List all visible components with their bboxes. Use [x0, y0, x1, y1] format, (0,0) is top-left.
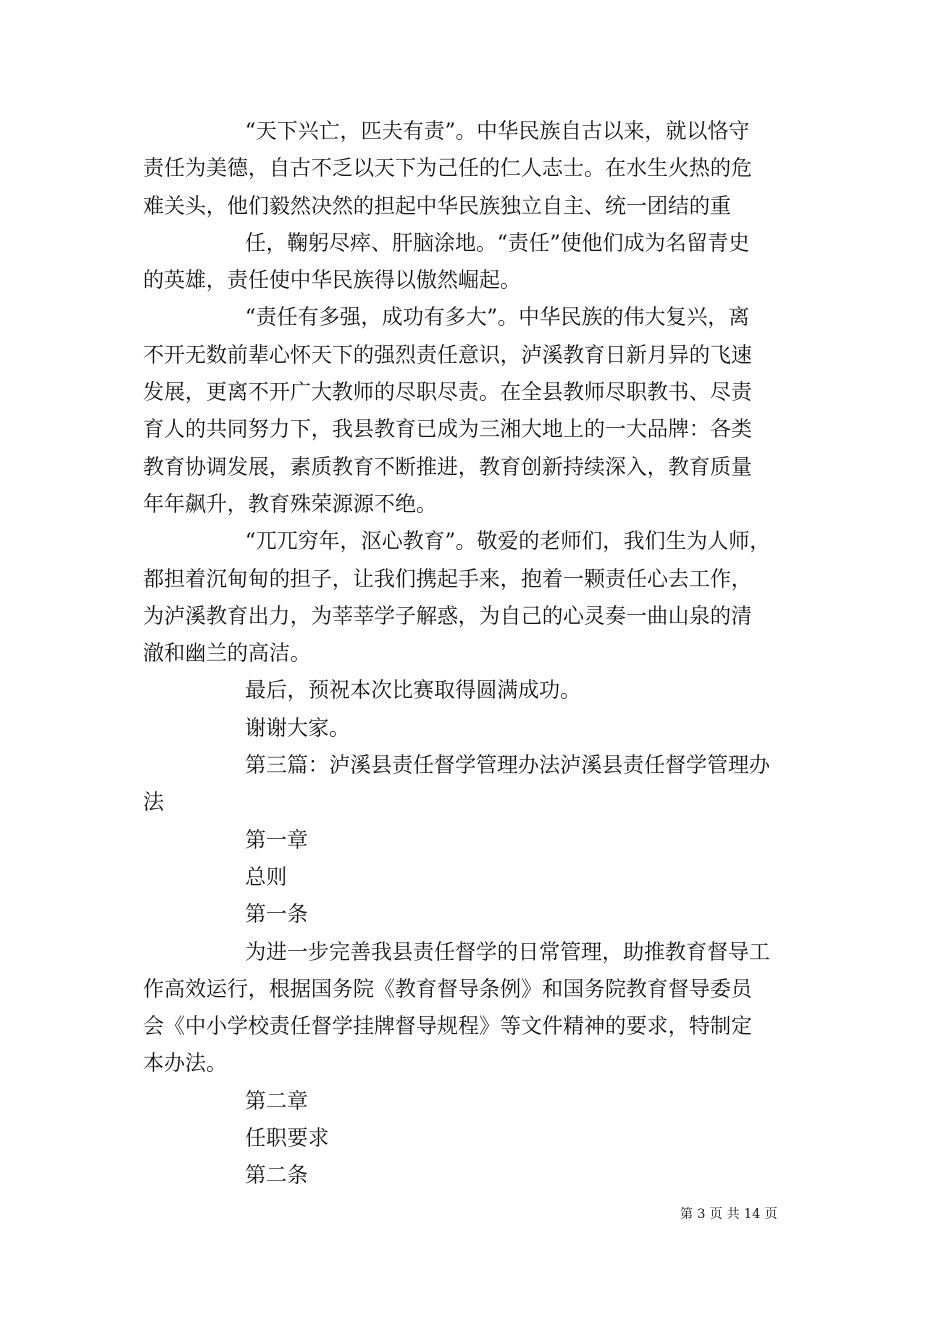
paragraph-line: 育人的共同努力下，我县教育已成为三湘大地上的一大品牌：各类 [143, 417, 752, 442]
paragraph-line: 作高效运行，根据国务院《教育督导条例》和国务院教育督导委员 [143, 976, 752, 1001]
paragraph-line: “兀兀穷年，沤心教育”。敬爱的老师们，我们生为人师， [245, 529, 771, 554]
article-heading: 第一条 [245, 902, 308, 927]
paragraph-line: 最后，预祝本次比赛取得圆满成功。 [245, 678, 581, 703]
paragraph-line: 为泸溪教育出力，为莘莘学子解惑，为自己的心灵奏一曲山泉的清 [143, 603, 752, 628]
page-number-footer: 第 3 页 共 14 页 [680, 1207, 778, 1222]
paragraph-line: “责任有多强，成功有多大”。中华民族的伟大复兴，离 [245, 305, 750, 330]
chapter-heading: 第一章 [245, 827, 308, 852]
section-title-line: 法 [143, 790, 164, 815]
paragraph-line: 教育协调发展，素质教育不断推进，教育创新持续深入，教育质量 [143, 454, 752, 479]
chapter-title: 任职要求 [245, 1126, 329, 1151]
section-title-line: 第三篇：泸溪县责任督学管理办法泸溪县责任督学管理办 [245, 753, 770, 778]
paragraph-line: 为进一步完善我县责任督学的日常管理，助推教育督导工 [245, 939, 770, 964]
paragraph-line: 会《中小学校责任督学挂牌督导规程》等文件精神的要求，特制定 [143, 1014, 752, 1039]
chapter-title: 总则 [245, 864, 287, 889]
document-body [143, 113, 815, 1195]
paragraph-line: 发展，更离不开广大教师的尽职尽责。在全县教师尽职教书、尽责 [143, 380, 752, 405]
paragraph-line: 难关头，他们毅然决然的担起中华民族独立自主、统一团结的重 [143, 193, 731, 218]
chapter-heading: 第二章 [245, 1088, 308, 1113]
paragraph-line: “天下兴亡，匹夫有责”。中华民族自古以来，就以恪守 [245, 119, 750, 143]
article-heading: 第二条 [245, 1163, 308, 1188]
paragraph-line: 本办法。 [143, 1051, 227, 1076]
paragraph-line: 澈和幽兰的高洁。 [143, 641, 311, 666]
paragraph-line: 谢谢大家。 [245, 715, 350, 740]
paragraph-line: 不开无数前辈心怀天下的强烈责任意识，泸溪教育日新月异的飞速 [143, 342, 752, 367]
paragraph-line: 年年飙升，教育殊荣源源不绝。 [143, 491, 437, 516]
paragraph-line: 责任为美德，自古不乏以天下为己任的仁人志士。在水生火热的危 [143, 156, 752, 181]
paragraph-line: 都担着沉甸甸的担子，让我们携起手来，抱着一颗责任心去工作， [143, 566, 752, 591]
paragraph-line: 的英雄，责任使中华民族得以傲然崛起。 [143, 268, 521, 293]
paragraph-line: 任，鞠躬尽瘁、肝脑涂地。“责任”使他们成为名留青史 [245, 230, 750, 255]
